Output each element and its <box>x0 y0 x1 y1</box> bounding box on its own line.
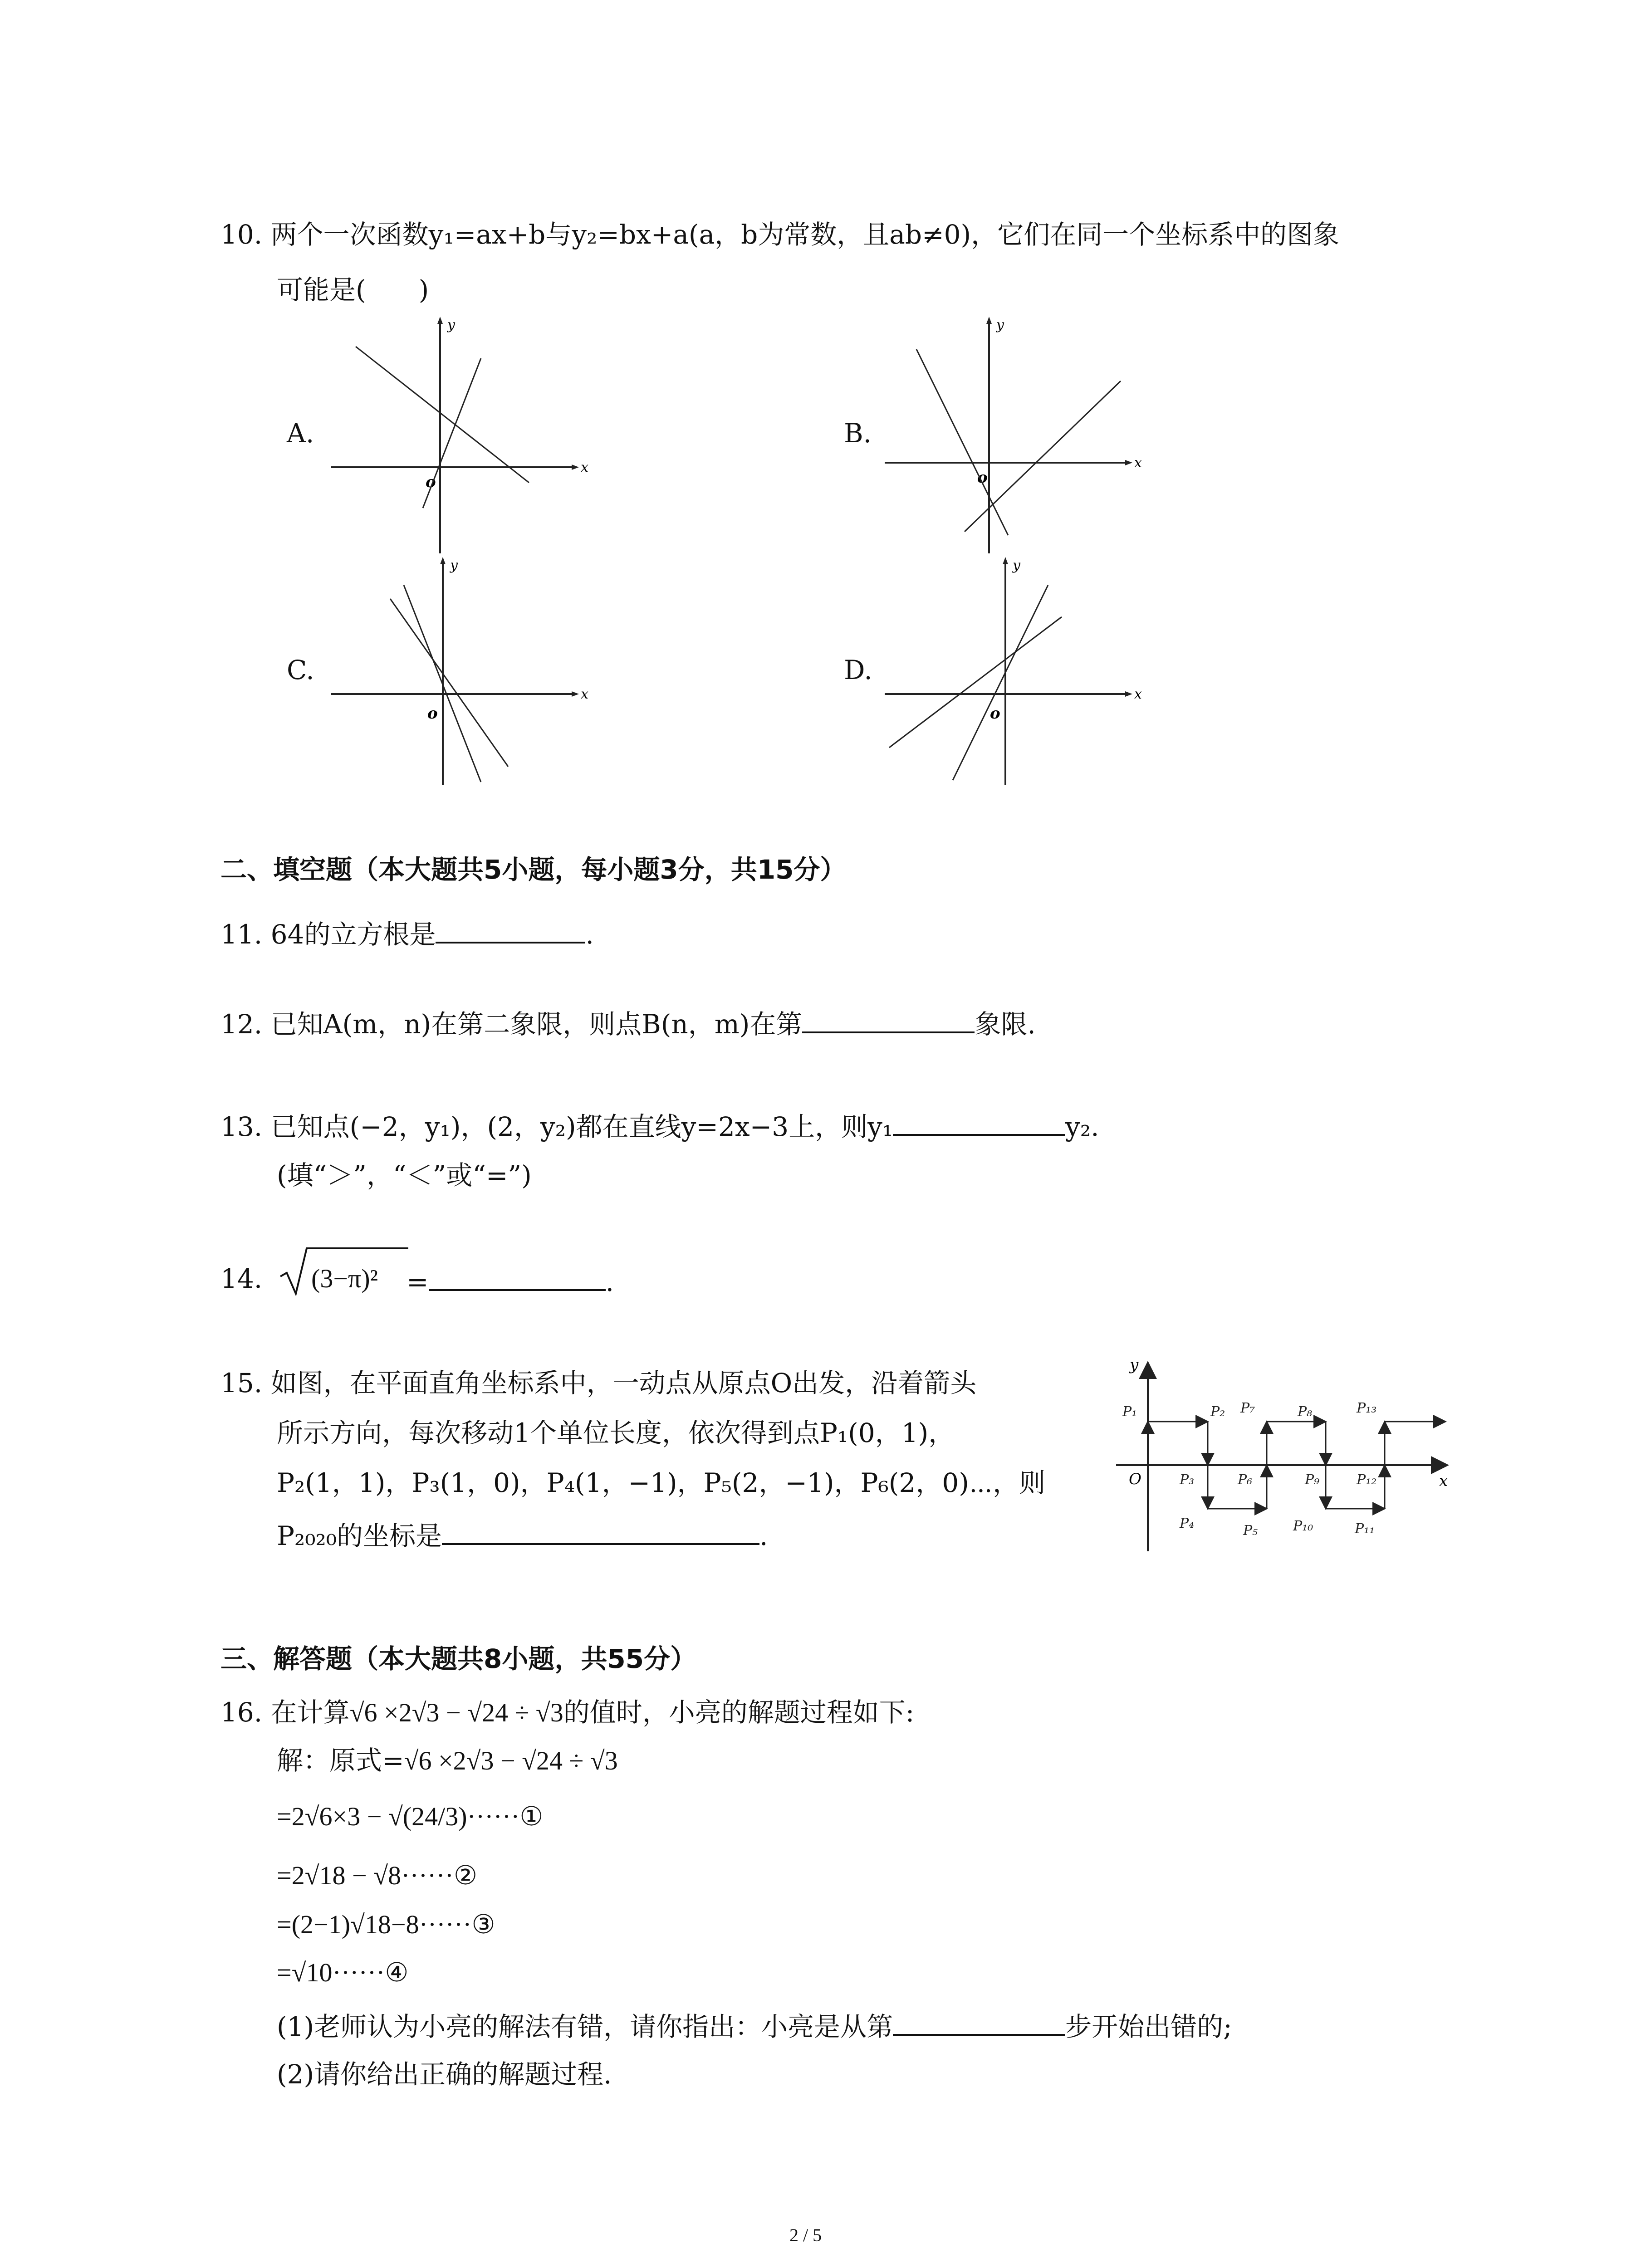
q13 <box>220 1110 1099 1140</box>
option-b-label: B. <box>844 418 872 449</box>
q16-step1: =2√6×3 − √(24/3)······① <box>277 1802 544 1831</box>
q15-period: . <box>759 1520 768 1551</box>
q15-line3: P₂(1，1)，P₃(1，0)，P₄(1，−1)，P₅(2，−1)，P₆(2，0)⋯，则 <box>277 1467 1046 1498</box>
origin-label: o <box>426 473 436 491</box>
fig-p13: P₁₃ <box>1357 1400 1377 1416</box>
q14-period: . <box>605 1266 614 1297</box>
q16-answer-blank[interactable] <box>893 2010 1065 2036</box>
q16-step4: =√10······④ <box>277 1958 409 1987</box>
graph-d <box>880 553 1142 789</box>
fig-p4: P₄ <box>1180 1515 1195 1531</box>
q11-answer-blank[interactable] <box>436 918 585 943</box>
fig-p7: P₇ <box>1240 1400 1255 1416</box>
q16-solve <box>277 1747 618 1774</box>
q16-step3: =(2−1)√18−8······③ <box>277 1910 495 1939</box>
y-label: y <box>450 557 458 573</box>
q13-tail: y₂. <box>1065 1111 1099 1142</box>
y-label: y <box>996 317 1004 333</box>
option-c-label: C. <box>287 655 314 685</box>
fig-p3: P₃ <box>1180 1472 1195 1488</box>
q13-text: 13. 已知点(−2，y₁)，(2，y₂)都在直线y=2x−3上，则y₁ <box>220 1111 893 1142</box>
graph-a <box>327 313 588 558</box>
page-number: 2 / 5 <box>789 2225 822 2245</box>
origin-label: o <box>977 469 988 487</box>
x-label: x <box>1134 686 1142 702</box>
q10-line2: 可能是( ) <box>277 274 429 305</box>
q14-answer <box>407 1266 614 1295</box>
q15-line4 <box>277 1520 768 1549</box>
q15-line1: 15. 如图，在平面直角坐标系中，一动点从原点O出发，沿着箭头 <box>220 1368 977 1398</box>
fig-p6: P₆ <box>1238 1472 1253 1488</box>
line-1 <box>889 617 1062 748</box>
graph-b <box>880 313 1142 558</box>
q12-tail: 象限. <box>975 1009 1036 1040</box>
line-2 <box>953 585 1048 780</box>
fig-p10: P₁₀ <box>1293 1518 1313 1534</box>
option-d-label: D. <box>844 655 872 685</box>
fig-p12: P₁₂ <box>1357 1472 1377 1488</box>
q15-text: P₂₀₂₀的坐标是 <box>277 1520 442 1551</box>
line-2 <box>423 358 481 508</box>
q14-number: 14. <box>220 1263 263 1294</box>
q12-text: 12. 已知A(m，n)在第二象限，则点B(n，m)在第 <box>220 1009 803 1040</box>
q13-hint: (填“＞”，“＜”或“=”) <box>277 1160 532 1191</box>
q11-text: 11. 64的立方根是 <box>220 919 436 950</box>
fig-x-label: x <box>1439 1472 1448 1490</box>
line-1 <box>390 599 508 767</box>
q16-intro-pre: 16. 在计算 <box>220 1697 350 1728</box>
q12 <box>220 1008 1036 1040</box>
q16-part1 <box>277 2010 1232 2040</box>
line-2 <box>965 381 1121 532</box>
q14-equals: = <box>407 1266 429 1297</box>
q16-part1-text: (1)老师认为小亮的解法有错，请你指出：小亮是从第 <box>277 2011 893 2042</box>
q15-line2: 所示方向，每次移动1个单位长度，依次得到点P₁(0，1)， <box>277 1418 955 1448</box>
fig-p11: P₁₁ <box>1355 1521 1375 1537</box>
q10-line1: 10. 两个一次函数y₁=ax+b与y₂=bx+a(a，b为常数，且ab≠0)，它们在同一个坐标系中的图象 <box>220 219 1340 250</box>
q11-period: . <box>585 919 594 950</box>
fig-p9: P₉ <box>1305 1472 1320 1488</box>
x-label: x <box>1134 455 1142 471</box>
fig-y-label: y <box>1130 1356 1139 1374</box>
q16-intro-post: 的值时，小亮的解题过程如下: <box>563 1697 915 1728</box>
q16-part1-tail: 步开始出错的; <box>1065 2011 1232 2042</box>
x-label: x <box>581 459 588 475</box>
y-label: y <box>1013 557 1020 573</box>
q16-step2: =2√18 − √8······② <box>277 1861 477 1890</box>
option-a-label: A. <box>287 418 314 449</box>
y-label: y <box>447 317 455 333</box>
q15-answer-blank[interactable] <box>442 1520 759 1545</box>
origin-label: o <box>427 704 438 723</box>
fig-origin-label: O <box>1129 1470 1141 1488</box>
line-1 <box>356 347 529 483</box>
q15-path-figure <box>1112 1356 1456 1556</box>
q16-solve-expression: √6 ×2√3 − √24 ÷ √3 <box>404 1746 618 1775</box>
fig-p8: P₈ <box>1298 1404 1313 1420</box>
q12-answer-blank[interactable] <box>802 1008 975 1033</box>
section2-title: 二、填空题（本大题共5小题，每小题3分，共15分） <box>220 854 847 885</box>
q14-radicand: (3−π)² <box>311 1264 378 1293</box>
q16-expression: √6 ×2√3 − √24 ÷ √3 <box>349 1698 563 1727</box>
fig-p5: P₅ <box>1243 1523 1258 1539</box>
q14-answer-blank[interactable] <box>429 1266 606 1291</box>
origin-label: o <box>990 704 1000 723</box>
section3-title: 三、解答题（本大题共8小题，共55分） <box>220 1643 697 1674</box>
line-1 <box>916 349 1008 535</box>
q11 <box>220 918 594 948</box>
graph-c <box>327 553 588 789</box>
fig-p1: P₁ <box>1122 1404 1137 1420</box>
q16-solve-label: 解：原式= <box>277 1745 404 1776</box>
q16-intro <box>220 1699 914 1726</box>
fig-p2: P₂ <box>1210 1404 1225 1420</box>
q16-part2: (2)请你给出正确的解题过程. <box>277 2059 612 2090</box>
x-label: x <box>581 686 588 702</box>
q13-answer-blank[interactable] <box>893 1110 1065 1136</box>
